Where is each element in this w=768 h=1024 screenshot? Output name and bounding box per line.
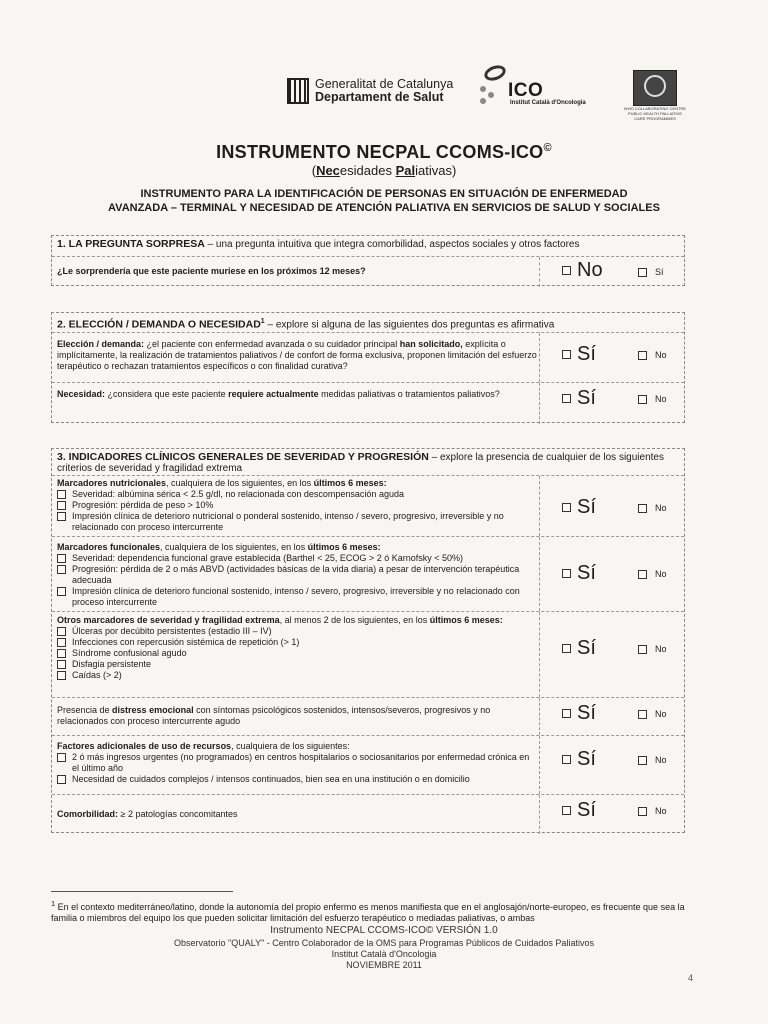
section-3-header: 3. INDICADORES CLÍNICOS GENERALES DE SEVERIDAD Y PROGRESIÓN – explore la presencia de cualquier de los siguientes criterios de severidad y fragilidad extrema xyxy=(52,449,684,476)
severity-item-checkbox[interactable] xyxy=(57,638,66,647)
s3-severity-si-checkbox[interactable] xyxy=(562,644,571,653)
s3-comorbidity-no-checkbox[interactable] xyxy=(638,807,647,816)
s3-comorbidity-no-option[interactable]: No xyxy=(638,806,667,816)
s3-resources-si-checkbox[interactable] xyxy=(562,755,571,764)
footnote: $^1$ En el contexto mediterráneo/latino, donde la autonomía del propio enfermo es menos manifiesta que en el anglosajón/norte-europeo, es frecuente que sea la familia o miembros del equipo los que pueden solicitar limitación del esfuerzo terapéutico o mediadas paliativas, o ambas xyxy=(51,899,685,923)
ico-dots-icon xyxy=(478,84,506,112)
severity-item-checkbox[interactable] xyxy=(57,671,66,680)
s1-si-option[interactable]: Sí xyxy=(638,267,664,277)
s3-nutritional-si-option[interactable]: Sí xyxy=(562,496,596,519)
section-2-choice-need xyxy=(51,312,685,423)
s2-choice-si-checkbox[interactable] xyxy=(562,350,571,359)
ico-wordmark: ICO xyxy=(508,80,544,101)
s3-distress-si-checkbox[interactable] xyxy=(562,709,571,718)
s3-resources-no-checkbox[interactable] xyxy=(638,756,647,765)
footer-institute: Institut Català d'Oncologia xyxy=(331,949,437,959)
s3-severity-no-checkbox[interactable] xyxy=(638,645,647,654)
s3-distress-si-option[interactable]: Sí xyxy=(562,702,596,725)
footnote-divider xyxy=(51,891,233,892)
severity-item-checkbox[interactable] xyxy=(57,627,66,636)
resource-use-row: Factores adicionales de uso de recursos, cualquiera de los siguientes: 2 ó más ingresos urgentes (no programados) en centros hospitalarios o sociosanitarios por enfermedad crónica en el último año Necesidad de cuidados complejos / intensos continuados, bien sea en una institución o en domicilio Sí No xyxy=(52,736,684,795)
page-number: 4 xyxy=(688,973,694,983)
surprise-question-text: ¿Le sorprendería que este paciente muriese en los próximos 12 meses? xyxy=(57,266,366,276)
s3-severity-no-option[interactable]: No xyxy=(638,644,667,654)
s3-severity-si-option[interactable]: Sí xyxy=(562,637,596,660)
gencat-line1: Generalitat de Catalunya xyxy=(315,77,454,91)
s3-comorbidity-si-option[interactable]: Sí xyxy=(562,799,596,822)
functional-item-checkbox[interactable] xyxy=(57,565,66,574)
instrument-heading: INSTRUMENTO PARA LA IDENTIFICACIÓN DE PERSONAS EN SITUACIÓN DE ENFERMEDAD AVANZADA – TERMINAL Y NECESIDAD DE ATENCIÓN PALIATIVA EN SERVICIOS DE SALUD Y SOCIALES xyxy=(108,188,660,214)
s2-need-si-checkbox[interactable] xyxy=(562,394,571,403)
section-2-header: 2. ELECCIÓN / DEMANDA O NECESIDAD$^1$ – explore si alguna de las siguientes dos preguntas es afirmativa xyxy=(52,313,684,333)
ico-logo xyxy=(478,66,586,106)
s2-need-si-option[interactable]: Sí xyxy=(562,387,596,410)
s3-functional-no-checkbox[interactable] xyxy=(638,570,647,579)
ico-swirl-icon xyxy=(482,63,507,84)
severity-frailty-markers-row: Otros marcadores de severidad y fragilidad extrema, al menos 2 de los siguientes, en los últimos 6 meses: Úlceras por decúbito persistentes (estadio III – IV) Infecciones con repercusión sistémica de repetición (> 1) Síndrome confusional agudo Disfagia persistente Caídas (> 2) Sí No xyxy=(52,612,684,698)
nutritional-markers-row: Marcadores nutricionales, cualquiera de los siguientes, en los últimos 6 meses: Severidad: albúmina sérica < 2.5 g/dl, no relacionada con descompensación aguda Progresión: pérdida de peso > 10% Impresión clínica de deterioro nutricional o ponderal sostenido, intenso / severo, progresivo, irreversible y no relacionado con proceso intercurrente Sí No xyxy=(52,476,684,537)
s3-distress-no-checkbox[interactable] xyxy=(638,710,647,719)
s1-no-checkbox[interactable] xyxy=(562,266,571,275)
page-subtitle: (Necesidades Paliativas) xyxy=(311,163,457,178)
functional-markers-row: Marcadores funcionales, cualquiera de los siguientes, en los últimos 6 meses: Severidad: dependencia funcional grave establecida (Barthel < 25, ECOG > 2 ó Karnofsky < 50%) Progresión: pérdida de 2 o más ABVD (actividades básicas de la vida diaria) a pesar de intervención terapéutica adecuada Impresión clínica de deterioro funcional sostenido, intenso / severo, progresivo, irreversible y no relacionado con proceso intercurrente Sí No xyxy=(52,537,684,612)
s3-distress-no-option[interactable]: No xyxy=(638,709,667,719)
comorbidity-row: Comorbilidad: ≥ 2 patologías concomitantes Sí No xyxy=(52,795,684,834)
severity-item-checkbox[interactable] xyxy=(57,660,66,669)
s3-functional-si-option[interactable]: Sí xyxy=(562,562,596,585)
nutritional-item-checkbox[interactable] xyxy=(57,512,66,521)
severity-item-checkbox[interactable] xyxy=(57,649,66,658)
section-3-clinical-indicators xyxy=(51,448,685,833)
emotional-distress-row: Presencia de distress emocional con síntomas psicológicos sostenidos, intensos/severos, progresivos y no relacionados con proceso intercurrente agudo Sí No xyxy=(52,698,684,736)
s3-comorbidity-si-checkbox[interactable] xyxy=(562,806,571,815)
nutritional-item-checkbox[interactable] xyxy=(57,501,66,510)
resource-item-checkbox[interactable] xyxy=(57,753,66,762)
s2-choice-no-option[interactable]: No xyxy=(638,350,667,360)
page-title: INSTRUMENTO NECPAL CCOMS-ICO© xyxy=(216,142,552,162)
footer-observatory: Observatorio "QUALY" - Centro Colaborador de la OMS para Programas Públicos de Cuidados Paliativos xyxy=(174,938,594,948)
s3-functional-si-checkbox[interactable] xyxy=(562,569,571,578)
s2-choice-si-option[interactable]: Sí xyxy=(562,343,596,366)
s2-need-no-option[interactable]: No xyxy=(638,394,667,404)
need-row: Necesidad: ¿considera que este paciente requiere actualmente medidas paliativas o tratamientos paliativos? Sí No xyxy=(52,383,684,424)
s2-choice-no-checkbox[interactable] xyxy=(638,351,647,360)
nutritional-item-checkbox[interactable] xyxy=(57,490,66,499)
s1-si-checkbox[interactable] xyxy=(638,268,647,277)
gencat-logo xyxy=(287,78,453,104)
ico-subtitle: Institut Català d'Oncologia xyxy=(510,100,586,106)
who-caption: WHO COLLABORATING CENTRE PUBLIC HEALTH PALLIATIVE CARE PROGRAMMES xyxy=(623,106,687,121)
s2-need-no-checkbox[interactable] xyxy=(638,395,647,404)
gencat-emblem-icon xyxy=(287,78,309,104)
s3-nutritional-si-checkbox[interactable] xyxy=(562,503,571,512)
section-1-surprise-question xyxy=(51,235,685,286)
surprise-question-row xyxy=(52,257,684,287)
resource-item-checkbox[interactable] xyxy=(57,775,66,784)
section-1-header: 1. LA PREGUNTA SORPRESA – una pregunta intuitiva que integra comorbilidad, aspectos sociales y otros factores xyxy=(52,236,684,257)
s3-functional-no-option[interactable]: No xyxy=(638,569,667,579)
functional-item-checkbox[interactable] xyxy=(57,587,66,596)
s3-nutritional-no-option[interactable]: No xyxy=(638,503,667,513)
footer-date: NOVIEMBRE 2011 xyxy=(346,960,422,970)
s1-no-option[interactable]: No xyxy=(562,259,603,282)
who-emblem-icon xyxy=(633,70,677,106)
s3-resources-no-option[interactable]: No xyxy=(638,755,667,765)
gencat-line2: Departament de Salut xyxy=(315,90,444,104)
s3-resources-si-option[interactable]: Sí xyxy=(562,748,596,771)
s3-nutritional-no-checkbox[interactable] xyxy=(638,504,647,513)
functional-item-checkbox[interactable] xyxy=(57,554,66,563)
footer-version: Instrumento NECPAL CCOMS-ICO© VERSIÓN 1.0 xyxy=(270,925,498,936)
choice-demand-row: Elección / demanda: ¿el paciente con enfermedad avanzada o su cuidador principal han solicitado, explícita o implícitamente, la realización de tratamientos paliativos / de confort de forma exclusiva, proponen limitación del esfuerzo terapéutico o rechazan tratamientos específicos o con finalidad curativa? Sí No xyxy=(52,333,684,383)
